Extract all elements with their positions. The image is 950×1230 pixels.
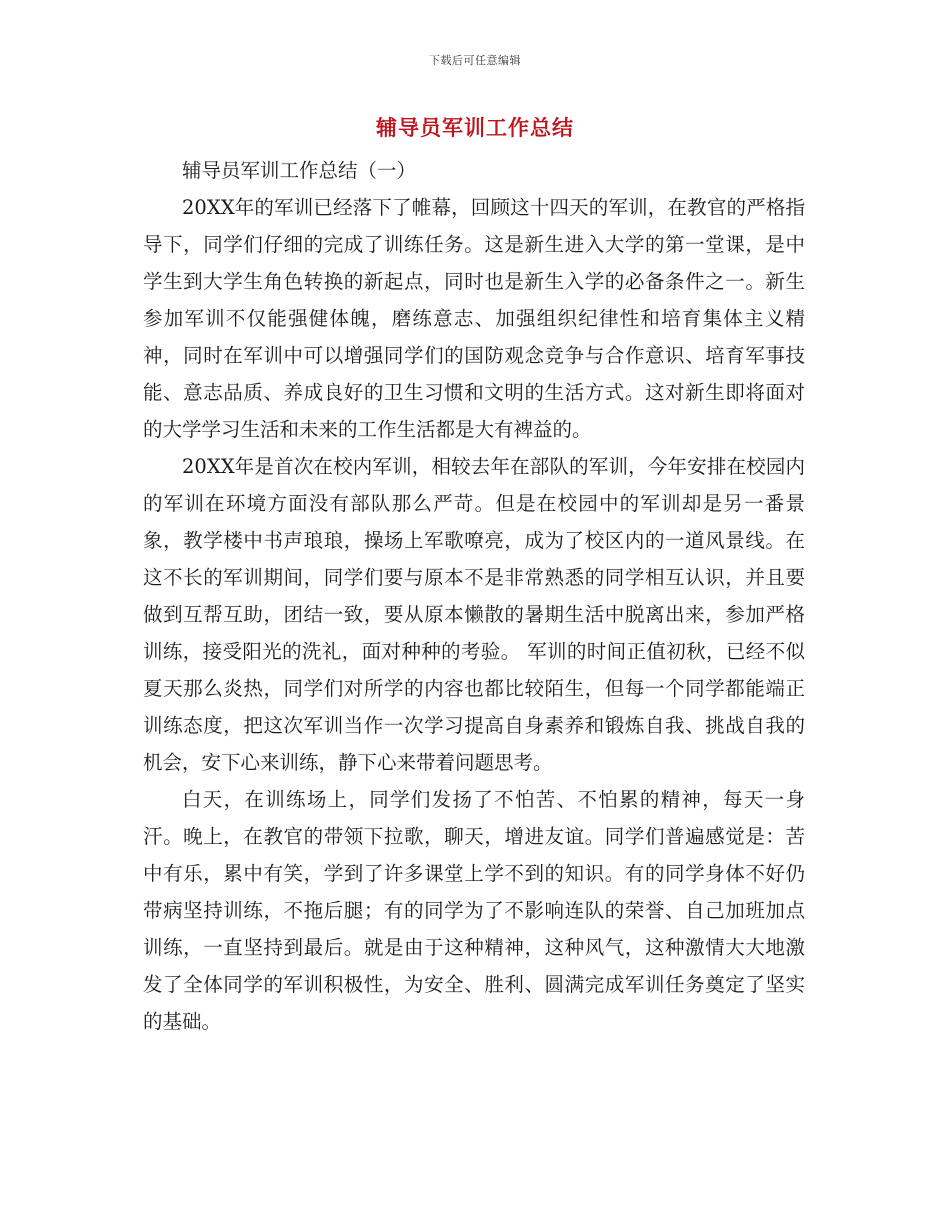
header-note: 下载后可任意编辑 <box>429 54 521 67</box>
paragraph-3: 白天，在训练场上，同学们发扬了不怕苦、不怕累的精神，每天一身汗。晚上，在教官的带领下拉歌，聊天，增进友谊。同学们普遍感觉是：苦中有乐，累中有笑，学到了许多课堂上学不到的知识。有的同学身体不好仍带病坚持训练，不拖后腿；有的同学为了不影响连队的荣誉、自己加班加点训练，一直坚持到最后。就是由于这种精神，这种风气，这种激情大大地激发了全体同学的军训积极性，为安全、胜利、圆满完成军训任务奠定了坚实的基础。 <box>143 788 805 1033</box>
document-body <box>143 152 805 1040</box>
section-subtitle: 辅导员军训工作总结（一） <box>182 159 417 182</box>
paragraph-2: 20XX年是首次在校内军训，相较去年在部队的军训，今年安排在校园内的军训在环境方面没有部队那么严苛。但是在校园中的军训却是另一番景象，教学楼中书声琅琅，操场上军歌嘹亮，成为了校区内的一道风景线。在这不长的军训期间，同学们要与原本不是非常熟悉的同学相互认识，并且要做到互帮互助，团结一致，要从原本懒散的暑期生活中脱离出来，参加严格训练，接受阳光的洗礼，面对种种的考验。 军训的时间正值初秋，已经不似夏天那么炎热，同学们对所学的内容也都比较陌生，但每一个同学都能端正训练态度，把这次军训当作一次学习提高自身素养和锻炼自我、挑战自我的机会，安下心来训练，静下心来带着问题思考。 <box>143 455 805 774</box>
document-title: 辅导员军训工作总结 <box>376 115 574 140</box>
paragraph-1: 20XX年的军训已经落下了帷幕，回顾这十四天的军训，在教官的严格指导下，同学们仔细的完成了训练任务。这是新生进入大学的第一堂课，是中学生到大学生角色转换的新起点，同时也是新生入学的必备条件之一。新生参加军训不仅能强健体魄，磨练意志、加强组织纪律性和培育集体主义精神，同时在军训中可以增强同学们的国防观念竞争与合作意识、培育军事技能、意志品质、养成良好的卫生习惯和文明的生活方式。这对新生即将面对的大学学习生活和未来的工作生活都是大有裨益的。 <box>143 196 805 441</box>
